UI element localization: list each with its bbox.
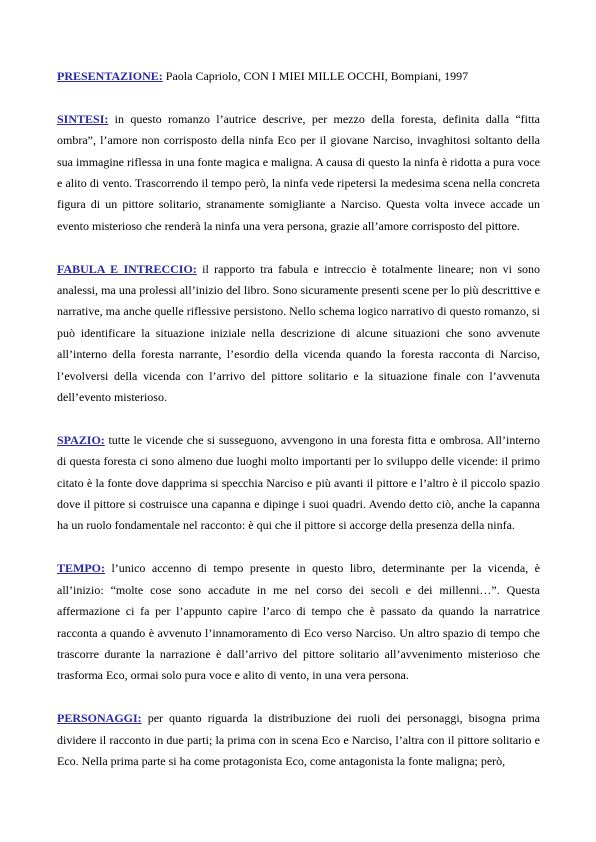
tempo-label: TEMPO: xyxy=(57,561,105,576)
tempo-paragraph xyxy=(57,558,540,686)
fabula-text: il rapporto tra fabula e intreccio è totalmente lineare; non vi sono analessi, ma una prolessi all’inizio del libro. Sono sicuramente presenti scene per lo più descrittive e narrative, ma anche quelle riflessive persistono. Nello schema logico narrativo di questo romanzo, si può identificare la situazione iniziale nella descrizione di alcune situazioni che sono avvenute all’interno della foresta narrante, l’esordio della vicenda quando la foresta racconta di Narciso, l’evolversi della vicenda con l’arrivo del pittore solitario e la situazione finale con l’avvenuta dell’evento misterioso. xyxy=(57,261,540,405)
tempo-text: l’unico accenno di tempo presente in questo libro, determinante per la vicenda, è all’inizio: “molte cose sono accadute in me nel corso dei secoli e dei millenni…”. Questa affermazione ci fa per l’appunto capire l’arco di tempo che è passato da quando la narratrice racconta a quando è avvenuto l’innamoramento di Eco verso Narciso. Un altro spazio di tempo che trascorre durante la narrazione è dall’arrivo del pittore solitario all’avvenimento misterioso che trasforma Eco, ormai solo pura voce e alito di vento, in una vera persona. xyxy=(57,561,540,683)
sintesi-label: SINTESI: xyxy=(57,111,109,126)
spazio-text: tutte le vicende che si susseguono, avvengono in una foresta fitta e ombrosa. All’interno di questa foresta ci sono almeno due luoghi molto importanti per lo sviluppo delle vicende: il primo citato è la fonte dove dapprima si specchia Narciso e più avanti il pittore e l’altro è il piccolo spazio dove il pittore si costruisce una capanna e dipinge i suoi quadri. Avendo detto ciò, anche la capanna ha un ruolo fondamentale nel racconto: è qui che il pittore si accorge della presenza della ninfa. xyxy=(57,432,540,533)
presentazione-text: Paola Capriolo, CON I MIEI MILLE OCCHI, Bompiani, 1997 xyxy=(162,69,469,83)
presentazione-paragraph xyxy=(57,66,540,87)
personaggi-paragraph xyxy=(57,708,540,772)
document-page xyxy=(57,66,540,794)
personaggi-text: per quanto riguarda la distribuzione dei ruoli dei personaggi, bisogna prima dividere il racconto in due parti; la prima con in scena Eco e Narciso, l’altra con il pittore solitario e Eco. Nella prima parte si ha come protagonista Eco, come antagonista la fonte maligna; però, xyxy=(57,711,540,768)
sintesi-text: in questo romanzo l’autrice descrive, per mezzo della foresta, definita dalla “fitta ombra”, l’amore non corrisposto della ninfa Eco per il giovane Narciso, invaghitosi soltanto della sua immagine riflessa in una fonte magica e maligna. A causa di questo la ninfa è ridotta a pura voce e alito di vento. Trascorrendo il tempo però, la ninfa vede ripetersi la medesima scena nella concreta figura di un pittore solitario, stranamente somigliante a Narciso. Questa volta invece accade un evento misterioso che renderà la ninfa una vera persona, grazie all’amore corrisposto del pittore. xyxy=(57,111,540,233)
sintesi-paragraph xyxy=(57,109,540,237)
fabula-paragraph xyxy=(57,259,540,409)
presentazione-label: PRESENTAZIONE: xyxy=(57,69,163,83)
spazio-paragraph xyxy=(57,430,540,537)
fabula-label: FABULA E INTRECCIO: xyxy=(57,261,197,276)
personaggi-label: PERSONAGGI: xyxy=(57,711,142,726)
spazio-label: SPAZIO: xyxy=(57,432,105,447)
